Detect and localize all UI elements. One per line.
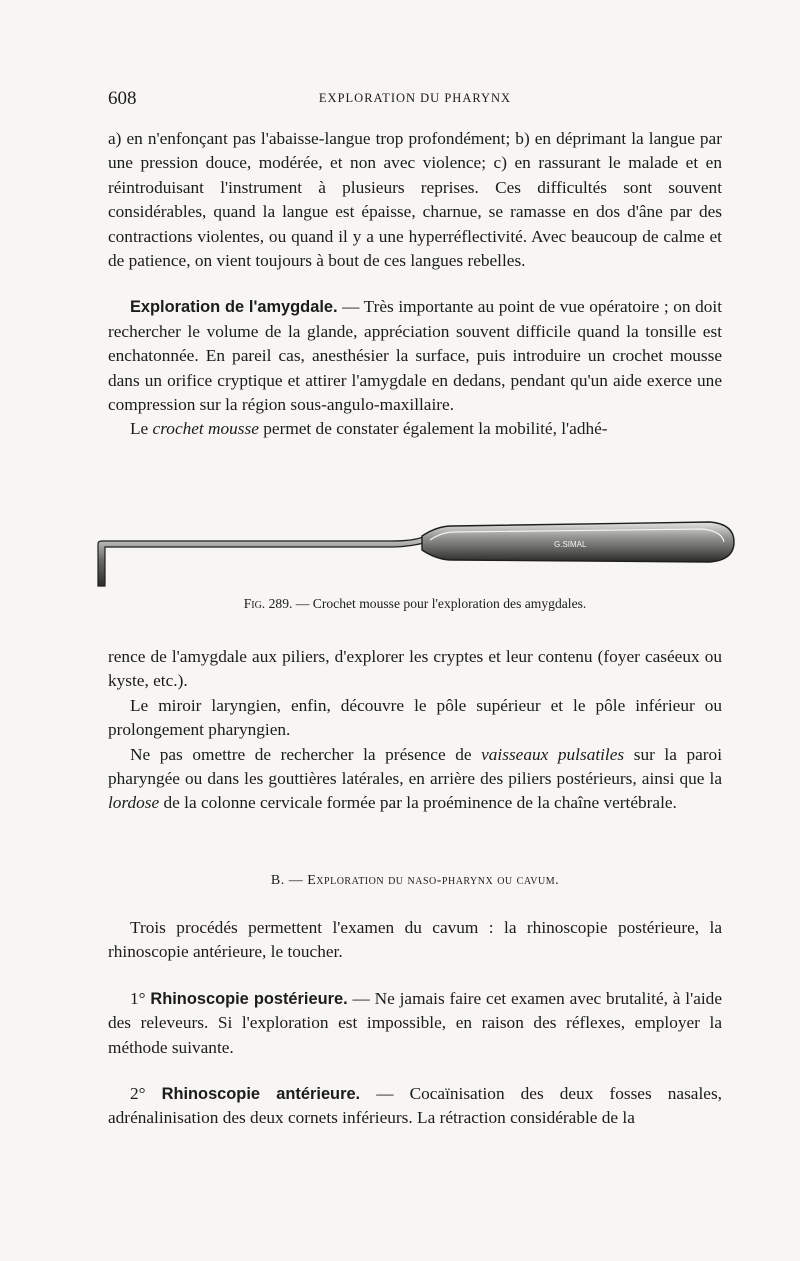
section-title: Exploration du naso-pharynx ou cavum.	[307, 873, 560, 888]
amygdale-text: — Très importante au point de vue opératoire ; on doit rechercher le volume de la glande, appréciation souvent difficile quand la tonsille est enchatonnée. En pareil cas, anesthésier la surface, puis introduire un crochet mousse dans un orifice cryptique et attirer l'amygdale en dedans, pendant qu'un aide exerce une compression sur la région sous-angulo-maxillaire.	[108, 297, 723, 415]
page-header	[108, 88, 722, 114]
figure-caption	[108, 596, 722, 612]
item1-text: — Ne jamais faire cet examen avec brutalité, à l'aide des releveurs. Si l'exploration est impossible, en raison des réflexes, employer la méthode suivante.	[108, 988, 722, 1057]
vessels-italic: vaisseaux pulsatiles	[481, 744, 625, 764]
text-block-bottom	[108, 916, 722, 1131]
section-heading-b	[108, 873, 722, 889]
running-title: EXPLORATION DU PHARYNX	[318, 91, 512, 105]
caption-label: Fig. 289.	[243, 596, 293, 611]
paragraph-crochet	[108, 417, 722, 441]
paragraph-adherence: rence de l'amygdale aux piliers, d'explorer les cryptes et leur contenu (foyer caséeux ou kyste, etc.).	[108, 647, 722, 691]
vessels-text-b: sur la paroi pharyngée ou dans les gouttières latérales, en arrière des piliers postérieurs, ainsi que la	[108, 744, 723, 789]
heading-amygdale: Exploration de l'amygdale.	[130, 298, 338, 317]
crochet-text-a: Le	[130, 419, 153, 439]
paragraph-amygdale	[108, 295, 722, 417]
vessels-text-c: de la colonne cervicale formée par la proéminence de la chaîne vertébrale.	[159, 793, 677, 813]
item2-number: 2°	[130, 1084, 146, 1104]
paragraph-vessels	[108, 743, 722, 816]
text-block-middle	[108, 645, 722, 816]
heading-rhinoscopy-posterior: Rhinoscopie postérieure.	[150, 989, 348, 1008]
crochet-text-b: permet de constater également la mobilité, l'adhé-	[258, 419, 608, 439]
maker-engraving: G.SIMAL	[554, 540, 587, 549]
caption-text: — Crochet mousse pour l'exploration des amygdales.	[292, 596, 587, 611]
page-number: 608	[108, 88, 137, 109]
paragraph-mirror: Le miroir laryngien, enfin, découvre le pôle supérieur et le pôle inférieur ou prolongement pharyngien.	[108, 695, 722, 740]
crochet-italic: crochet mousse	[152, 419, 259, 439]
heading-rhinoscopy-anterior: Rhinoscopie antérieure.	[161, 1085, 361, 1104]
section-prefix: B. —	[270, 873, 308, 888]
item2-text: — Cocaïnisation des deux fosses nasales, adrénalinisation des deux cornets inférieurs. La rétraction considérable de la	[108, 1084, 722, 1128]
vessels-text-a: Ne pas omettre de rechercher la présence de	[130, 744, 482, 764]
text-block-top	[108, 127, 722, 442]
paragraph-rhinoscopy-anterior	[108, 1082, 722, 1131]
lordose-italic: lordose	[108, 793, 160, 813]
item1-number: 1°	[130, 988, 146, 1008]
paragraph-three-methods: Trois procédés permettent l'examen du cavum : la rhinoscopie postérieure, la rhinoscopie antérieure, le toucher.	[108, 918, 722, 962]
paragraph-rhinoscopy-posterior	[108, 987, 722, 1060]
blunt-hook-illustration	[92, 514, 736, 594]
paragraph-difficulties: a) en n'enfonçant pas l'abaisse-langue trop profondément; b) en déprimant la langue par une pression douce, modérée, et non avec violence; c) en rassurant le malade et en réintroduisant l'instrument à plusieurs reprises. Ces difficultés sont souvent considérables, quand la langue est épaisse, charnue, se ramasse en dos d'âne par des contractions violentes, ou quand il y a une hyperréflectivité. Avec beaucoup de calme et de patience, on vient toujours à bout de ces langues rebelles.	[108, 129, 722, 271]
